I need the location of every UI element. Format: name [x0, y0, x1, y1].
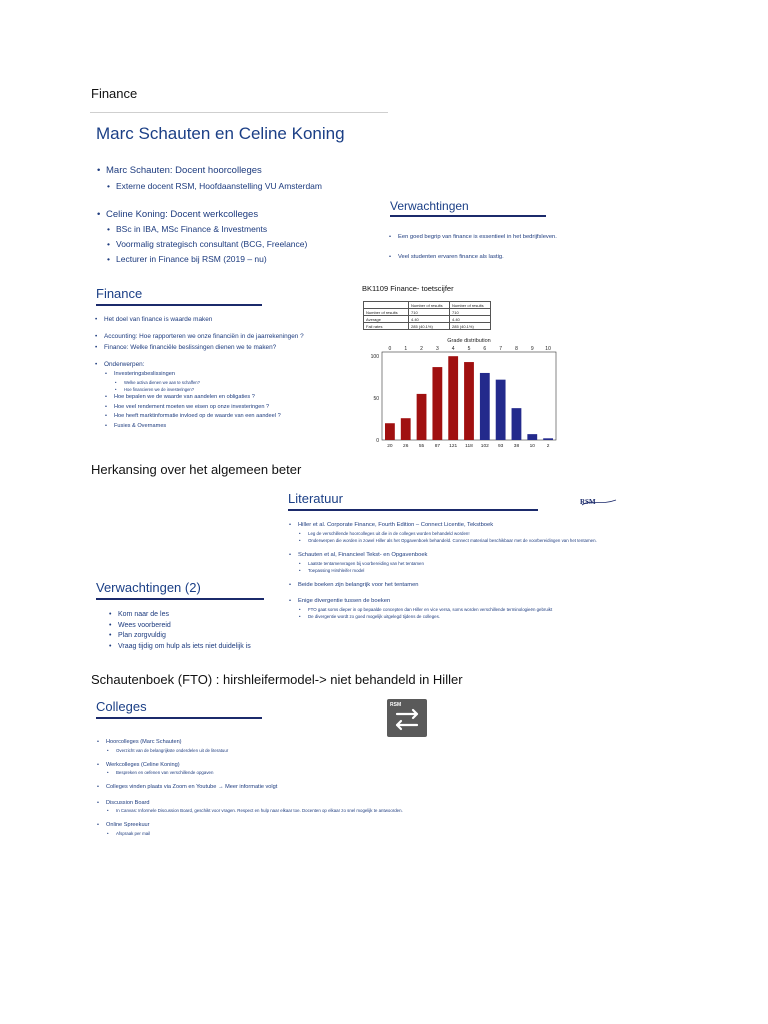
bar-label: 38	[513, 444, 520, 449]
bar	[527, 434, 537, 440]
swap-arrows-glyph	[387, 699, 427, 737]
slide-colleges	[90, 698, 430, 868]
bullet-item: • Hoe heeft marktinformatie invloed op de waarde van een aandeel ?	[114, 412, 304, 421]
bullet-item: • De divergentie wordt zo goed mogelijk uitgelegd tijdens de colleges.	[308, 613, 618, 620]
bullet-item: • Celine Koning: Docent werkcolleges	[106, 208, 322, 223]
bullet-item: • BSc in IBA, MSc Finance & Investments	[116, 222, 322, 237]
slide-finance	[90, 284, 370, 449]
stats-cell: 285 (40.1%)	[450, 323, 491, 330]
bullet-item: • Welke activa dienen we aan te schaffen?	[124, 379, 304, 386]
slide-finance-underline	[96, 304, 262, 306]
x-tick-label: 7	[499, 346, 503, 352]
bullet-item: • Veel studenten ervaren finance als lastig.	[398, 247, 557, 267]
bar	[512, 408, 522, 440]
bar	[448, 356, 458, 440]
stats-cell: 4.40	[409, 316, 450, 323]
bullet-item: • Colleges vinden plaats via Zoom en Youtube → Meer informatie volgt	[106, 783, 426, 792]
bar-label: 87	[434, 444, 441, 449]
y-tick-label: 50	[373, 396, 379, 403]
rsm-logo-text: RSM	[580, 498, 596, 506]
x-tick-label: 6	[483, 346, 487, 352]
x-tick-label: 9	[530, 346, 534, 352]
slide-literatuur	[284, 487, 624, 657]
slide-intro-list	[106, 164, 322, 267]
slide-literatuur-underline	[288, 509, 538, 511]
slide-verwachtingen-title: Verwachtingen	[390, 199, 469, 213]
x-tick-label: 4	[451, 346, 455, 352]
svg-text:RSM: RSM	[390, 702, 402, 708]
chart-stats-table	[363, 301, 491, 330]
stats-cell: Fail rates	[364, 323, 409, 330]
slide-grade-chart	[360, 282, 560, 452]
bar	[401, 418, 411, 440]
bullet-item: • Leg de verschillende hoorcolleges uit die in de colleges worden behandeld worden!	[308, 530, 618, 537]
x-tick-label: 8	[515, 346, 518, 352]
stats-cell: Number of results	[364, 309, 409, 316]
bar-label: 10	[529, 444, 535, 449]
stats-cell: 4.40	[450, 316, 491, 323]
bullet-item: • Hoorcolleges (Marc Schauten)	[106, 738, 426, 747]
bullet-item: • Beide boeken zijn belangrijk voor het tentamen	[298, 581, 618, 590]
chart-subtitle: Grade distribution	[447, 338, 491, 344]
stats-cell: 285 (40.1%)	[409, 323, 450, 330]
stats-cell: 710	[409, 309, 450, 316]
stats-cell	[364, 302, 409, 309]
bullet-item: • Afspraak per mail	[116, 830, 426, 837]
chart-title: BK1109 Finance- toetscijfer	[362, 284, 454, 293]
bar	[385, 423, 395, 440]
bar	[432, 367, 442, 440]
bullet-item: • Onderwerpen die worden in zowel Hiller als het Opgavenboek behandeld. Connect materiaal beschikbaar met de voorbereidingen van het tentamen.	[308, 537, 618, 544]
slide-intro-top-rule	[90, 112, 388, 113]
bar-label: 2	[546, 444, 550, 449]
x-tick-label: 1	[404, 346, 408, 352]
bar-label: 55	[418, 444, 425, 449]
bar	[496, 380, 506, 440]
bullet-item: • Het doel van finance is waarde maken	[104, 314, 304, 325]
bullet-item: • Werkcolleges (Celine Koning)	[106, 761, 426, 770]
bar	[417, 394, 427, 440]
bar-label: 93	[497, 444, 504, 449]
bullet-item: • In Canvas: Informele Discussion Board, geschikt voor vragen. Respect en hulp naar elkaar toe. Docenten op elkaar zo snel mogelijk te antwoorden.	[116, 807, 426, 814]
grade-distribution-chart	[360, 334, 560, 454]
bullet-item: • Hiller et al. Corporate Finance, Fourth Edition – Connect Licentie, Tekstboek	[298, 521, 618, 530]
slide-intro	[90, 112, 390, 272]
x-tick-label: 3	[435, 346, 439, 352]
bullet-item: • Hoe bepalen we de waarde van aandelen en obligaties ?	[114, 393, 304, 402]
stats-cell: Number of results	[450, 302, 491, 309]
bullet-item: • Kom naar de les	[118, 610, 251, 621]
bullet-item: • Online Spreekuur	[106, 821, 426, 830]
bar-label: 102	[480, 444, 489, 449]
slide-colleges-list	[106, 738, 426, 837]
slide-verwachtingen-2	[90, 578, 270, 658]
rsm-logo-swash-icon	[580, 497, 618, 507]
bar-label: 20	[387, 444, 393, 449]
y-tick-label: 100	[370, 354, 379, 361]
rsm-logo	[580, 491, 618, 507]
slide-intro-title: Marc Schauten en Celine Koning	[96, 124, 345, 143]
bullet-item: • Hoe veel rendement moeten we eisen op onze investeringen ?	[114, 403, 304, 412]
slide-verwachtingen	[388, 195, 600, 270]
bullet-item: • Discussion Board	[106, 799, 426, 808]
bullet-item: • Finance: Welke financiële beslissingen dienen we te maken?	[104, 342, 304, 353]
bullet-item: • Wees voorbereid	[118, 621, 251, 632]
bullet-item: • Laatste tentamenvragen bij voorbereiding van het tentamen	[308, 560, 618, 567]
bullet-item: • Marc Schauten: Docent hoorcolleges	[106, 164, 322, 179]
bullet-item: • Fusies & Overnames	[114, 422, 304, 431]
bullet-item: • Onderwerpen:	[104, 359, 304, 370]
bullet-item: • Enige divergentie tussen de boeken	[298, 597, 618, 606]
notes-title: Finance	[91, 86, 138, 101]
swap-arrows-icon	[387, 699, 427, 737]
bullet-item: • Bespreken en oefenen van verschillende opgaven	[116, 769, 426, 776]
bar	[464, 362, 474, 440]
notes-schautenboek: Schautenboek (FTO) : hirshleifermodel-> niet behandeld in Hiller	[91, 672, 463, 687]
slide-verwachtingen-2-underline	[96, 598, 264, 600]
stats-table	[363, 301, 491, 330]
bullet-item: • Lecturer in Finance bij RSM (2019 – nu)	[116, 252, 322, 267]
slide-verwachtingen-2-title: Verwachtingen (2)	[96, 580, 201, 595]
x-tick-label: 0	[388, 346, 392, 352]
stats-cell: Average	[364, 316, 409, 323]
slide-verwachtingen-2-list	[118, 610, 251, 652]
x-tick-label: 10	[545, 346, 551, 352]
y-tick-label: 0	[376, 438, 379, 444]
bar	[480, 373, 490, 440]
bullet-item: • Hoe financieren we de investeringen?	[124, 386, 304, 393]
bullet-item: • Overzicht van de belangrijkste onderdelen uit de literatuur	[116, 747, 426, 754]
x-tick-label: 2	[420, 346, 423, 352]
slide-finance-title: Finance	[96, 286, 143, 301]
slide-literatuur-list	[298, 521, 618, 620]
bullet-item: • Accounting: Hoe rapporteren we onze financiën in de jaarrekeningen ?	[104, 331, 304, 342]
slide-literatuur-title: Literatuur	[288, 491, 343, 506]
bar	[543, 438, 553, 440]
slide-verwachtingen-list	[398, 227, 557, 267]
bullet-item: • Toepassing Hirshleifer model	[308, 567, 618, 574]
bar-label: 26	[403, 444, 409, 449]
x-tick-label: 5	[467, 346, 471, 352]
stats-cell: Number of results	[409, 302, 450, 309]
bullet-item: • Investeringsbeslissingen	[114, 370, 304, 379]
bullet-item: • Externe docent RSM, Hoofdaanstelling VU Amsterdam	[116, 179, 322, 194]
slide-finance-list	[104, 314, 304, 431]
bar-label: 121	[449, 444, 458, 449]
slide-verwachtingen-underline	[390, 215, 546, 217]
bullet-item: • Plan zorgvuldig	[118, 631, 251, 642]
bullet-item: • Vraag tijdig om hulp als iets niet duidelijk is	[118, 642, 251, 653]
bar-label: 118	[465, 444, 473, 449]
notes-herkansing: Herkansing over het algemeen beter	[91, 462, 302, 477]
bullet-item: • FTO gaat soms dieper in op bepaalde concepten dan Hiller en vice versa, soms worden verschillende terminologieën gebruikt	[308, 606, 618, 613]
stats-cell: 710	[450, 309, 491, 316]
slide-colleges-title: Colleges	[96, 699, 147, 714]
slide-colleges-underline	[96, 717, 262, 719]
bullet-item: • Voormalig strategisch consultant (BCG, Freelance)	[116, 237, 322, 252]
bullet-item: • Schauten et al, Financieel Tekst- en Opgavenboek	[298, 551, 618, 560]
bullet-item: • Een goed begrip van finance is essentieel in het bedrijfsleven.	[398, 227, 557, 247]
